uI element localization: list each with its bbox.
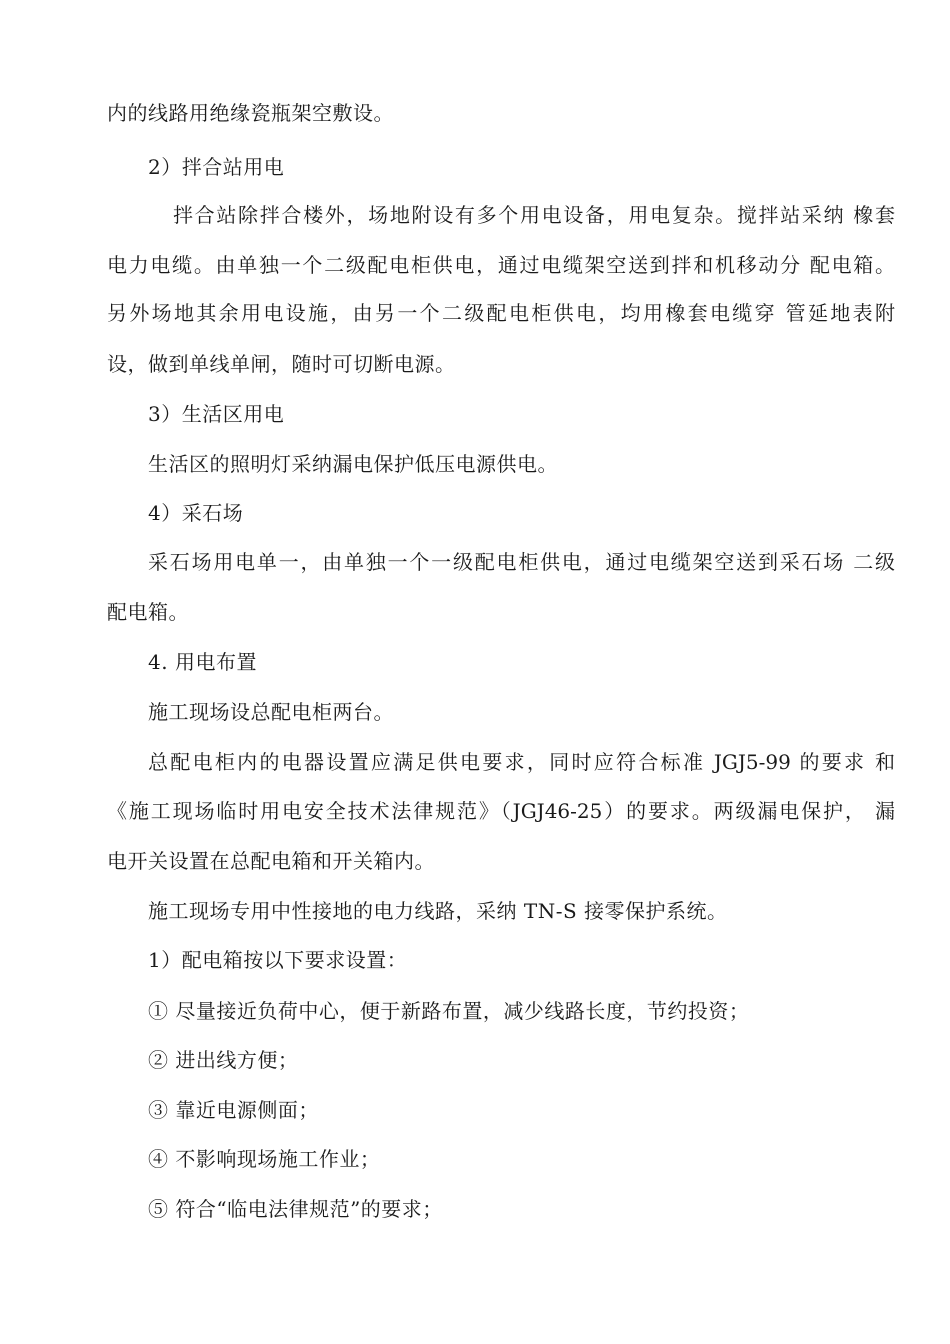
list-item: ② 进出线方便； <box>148 1048 299 1072</box>
paragraph-line: 施工现场专用中性接地的电力线路，采纳 TN-S 接零保护系统。 <box>148 899 728 923</box>
paragraph-line: 电力电缆。由单独一个二级配电柜供电，通过电缆架空送到拌和机移动分 配电箱。 <box>107 253 895 277</box>
paragraph-line: 生活区的照明灯采纳漏电保护低压电源供电。 <box>148 452 558 476</box>
paragraph-line: 拌合站除拌合楼外，场地附设有多个用电设备，用电复杂。搅拌站采纳 橡套 <box>173 203 895 227</box>
paragraph-line: 配电箱。 <box>107 600 189 624</box>
paragraph-line: 施工现场设总配电柜两台。 <box>148 700 394 724</box>
list-item: ④ 不影响现场施工作业； <box>148 1147 381 1171</box>
paragraph-line: 另外场地其余用电设施，由另一个二级配电柜供电，均用橡套电缆穿 管延地表附 <box>107 301 895 325</box>
subheading: 4）采石场 <box>148 501 244 525</box>
paragraph-line: 设，做到单线单闸，随时可切断电源。 <box>107 352 456 376</box>
section-heading: 4. 用电布置 <box>148 650 257 674</box>
list-item: ① 尽量接近负荷中心，便于新路布置，减少线路长度，节约投资； <box>148 999 750 1023</box>
text-line: 内的线路用绝缘瓷瓶架空敷设。 <box>107 101 394 125</box>
list-item: ⑤ 符合“临电法律规范”的要求； <box>148 1197 443 1221</box>
paragraph-line: 电开关设置在总配电箱和开关箱内。 <box>107 849 435 873</box>
subheading: 3）生活区用电 <box>148 402 285 426</box>
subheading: 1）配电箱按以下要求设置： <box>148 948 408 972</box>
paragraph-line: 总配电柜内的电器设置应满足供电要求，同时应符合标准 JGJ5-99 的要求 和 <box>148 750 895 774</box>
paragraph-line: 采石场用电单一，由单独一个一级配电柜供电，通过电缆架空送到采石场 二级 <box>148 550 895 574</box>
paragraph-line: 《施工现场临时用电安全技术法律规范》（JGJ46-25）的要求。两级漏电保护， 漏 <box>107 799 895 823</box>
subheading: 2）拌合站用电 <box>148 155 285 179</box>
list-item: ③ 靠近电源侧面； <box>148 1098 319 1122</box>
